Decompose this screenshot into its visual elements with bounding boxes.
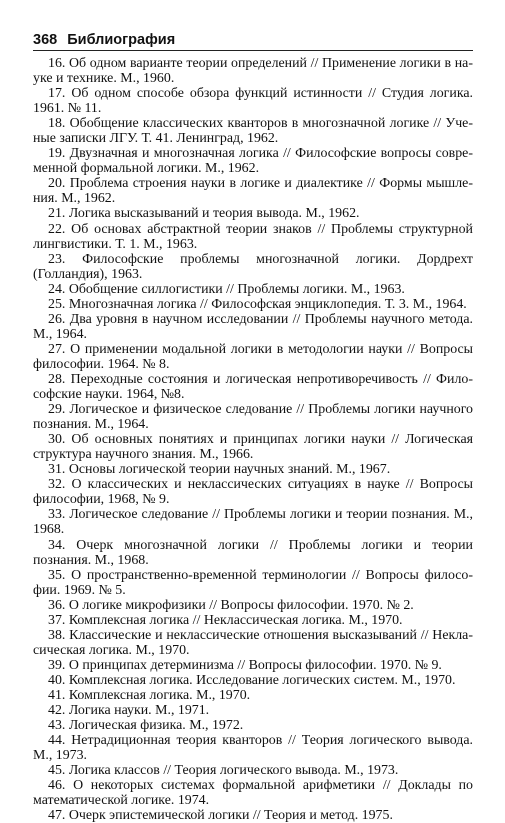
section-title: Библиография [67, 32, 176, 48]
bibliography-entry: 45. Логика классов // Теория логического вывода. М., 1973. [48, 763, 399, 779]
page-number: 368 [33, 32, 58, 48]
bibliography-entry: 42. Логика науки. М., 1971. [48, 703, 210, 719]
bibliography-entry: 16. Об одном варианте теории определений // Применение логики в науке и технике. М., 1960. [33, 56, 473, 87]
bibliography-entry: 31. Основы логической теории научных знаний. М., 1967. [48, 462, 391, 478]
bibliography-list [33, 56, 473, 823]
bibliography-entry: 37. Комплексная логика // Неклассическая логика. М., 1970. [48, 612, 403, 628]
bibliography-entry: 43. Логическая физика. М., 1972. [48, 718, 244, 734]
bibliography-entry: 17. Об одном способе обзора функций истинности // Студия логика. 1961. № 11. [33, 86, 473, 117]
bibliography-entry: 35. О пространственно-временной терминологии // Вопросы философии. 1969. № 5. [33, 567, 473, 598]
header-rule [33, 50, 473, 51]
bibliography-entry: 19. Двузначная и многозначная логика // Философские вопросы современной формальной логики. М., 1962. [33, 146, 473, 177]
bibliography-entry: 22. Об основах абстрактной теории знаков // Проблемы структурной лингвистики. Т. 1. М., 1963. [33, 221, 473, 252]
bibliography-entry: 34. Очерк многозначной логики // Проблемы логики и теории познания. М., 1968. [33, 537, 473, 568]
bibliography-entry: 30. Об основных понятиях и принципах логики науки // Логическая структура научного знания. М., 1966. [33, 432, 473, 463]
bibliography-entry: 46. О некоторых системах формальной арифметики // Доклады по математической логике. 1974. [33, 778, 473, 809]
bibliography-entry: 44. Нетрадиционная теория кванторов // Теория логического вывода. М., 1973. [33, 733, 473, 764]
bibliography-entry: 38. Классические и неклассические отношения высказываний // Некласическая логика. М., 1970. [33, 627, 473, 658]
bibliography-entry: 40. Комплексная логика. Исследование логических систем. М., 1970. [48, 672, 456, 688]
bibliography-entry: 41. Комплексная логика. М., 1970. [48, 687, 251, 703]
bibliography-entry: 21. Логика высказываний и теория вывода. М., 1962. [48, 206, 360, 222]
bibliography-entry: 24. Обобщение силлогистики // Проблемы логики. М., 1963. [48, 281, 405, 297]
bibliography-entry: 33. Логическое следование // Проблемы логики и теории познания. М., 1968. [33, 507, 473, 538]
bibliography-entry: 23. Философские проблемы многозначной логики. Дордрехт (Голландия), 1963. [33, 251, 473, 282]
bibliography-entry: 39. О принципах детерминизма // Вопросы философии. 1970. № 9. [48, 657, 442, 673]
bibliography-entry: 29. Логическое и физическое следование // Проблемы логики научного познания. М., 1964. [33, 402, 473, 433]
bibliography-entry: 28. Переходные состояния и логическая непротиворечивость // Философские науки. 1964, №8. [33, 371, 473, 403]
bibliography-entry: 26. Два уровня в научном исследовании // Проблемы научного метода. М., 1964. [33, 311, 473, 342]
bibliography-entry: 18. Обобщение классических кванторов в многозначной логике // Ученые записки ЛГУ. Т. 41. Ленинград, 1962. [33, 116, 473, 147]
bibliography-entry: 47. Очерк эпистемической логики // Теория и метод. 1975. [48, 808, 393, 823]
bibliography-entry: 36. О логике микрофизики // Вопросы философии. 1970. № 2. [48, 597, 414, 613]
bibliography-entry: 27. О применении модальной логики в методологии науки // Вопросы философии. 1964. № 8. [33, 341, 473, 372]
bibliography-entry: 25. Многозначная логика // Философская энциклопедия. Т. 3. М., 1964. [48, 296, 467, 312]
bibliography-entry: 20. Проблема строения науки в логике и диалектике // Формы мышления. М., 1962. [33, 176, 473, 207]
running-header [33, 32, 473, 52]
bibliography-entry: 32. О классических и неклассических ситуациях в науке // Вопросы философии, 1968, № 9. [33, 477, 473, 508]
